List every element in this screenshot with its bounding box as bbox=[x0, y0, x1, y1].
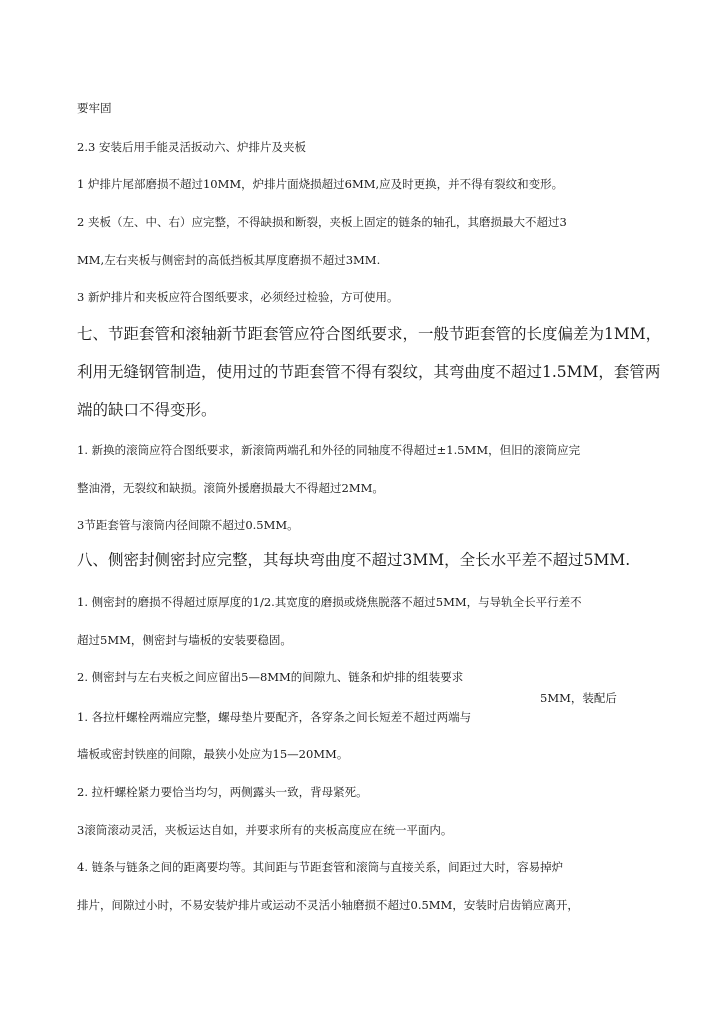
section-label: 八、侧密封侧密封应完整，其每块弯曲度不超过3MM，全长水平差不超过5MM. bbox=[77, 551, 631, 569]
text-fragment: 5MM，装配后 bbox=[540, 691, 617, 705]
section-heading-line: 七、节距套管和滚轴新节距套管应符合图纸要求，一般节距套管的长度偏差为1MM， bbox=[77, 325, 662, 343]
text-line: MM,左右夹板与侧密封的高低挡板其厚度磨损不超过3MM. bbox=[77, 253, 381, 267]
section-heading-line: 利用无缝钢管制造，使用过的节距套管不得有裂纹，其弯曲度不超过1.5MM，套管两 bbox=[77, 363, 661, 381]
text-line: 2.3 安装后用手能灵活扳动六、炉排片及夹板 bbox=[77, 140, 306, 154]
text-line: 1. 各拉杆螺栓两端应完整，螺母垫片要配齐，各穿条之间长短差不超过两端与 bbox=[77, 710, 472, 724]
text-line: 2 夹板（左、中、右）应完整，不得缺损和断裂，夹板上固定的链条的轴孔，其磨损最大不超过3 bbox=[77, 215, 567, 229]
text-line: 墙板或密封铁座的间隙，最狭小处应为15—20MM。 bbox=[77, 747, 349, 761]
text-line: 2. 侧密封与左右夹板之间应留出5—8MM的间隙九、链条和炉排的组装要求 bbox=[77, 670, 464, 684]
text-line: 1 炉排片尾部磨损不超过10MM，炉排片面烧损超过6MM,应及时更换，并不得有裂纹和变形。 bbox=[77, 177, 564, 191]
text-line: 1. 新换的滚筒应符合图纸要求，新滚筒两端孔和外径的同轴度不得超过±1.5MM，但旧的滚筒应完 bbox=[77, 443, 581, 457]
text-line: 3节距套管与滚筒内径间隙不超过0.5MM。 bbox=[77, 518, 299, 532]
text-line: 1. 侧密封的磨损不得超过原厚度的1/2.其宽度的磨损或烧焦脱落不超过5MM，与导轨全长平行差不 bbox=[77, 595, 582, 609]
section-heading-line bbox=[77, 552, 637, 569]
text-line: 3滚筒滚动灵活，夹板运达自如，并要求所有的夹板高度应在统一平面内。 bbox=[77, 823, 453, 837]
section-heading-line: 端的缺口不得变形。 bbox=[77, 401, 217, 419]
text-line: 超过5MM，侧密封与墙板的安装要稳固。 bbox=[77, 633, 292, 647]
text-line: 4. 链条与链条之间的距离要均等。其间距与节距套管和滚筒与直接关系，间距过大时，容易掉炉 bbox=[77, 860, 564, 874]
text-line: 要牢固 bbox=[77, 101, 112, 115]
text-line: 2. 拉杆螺栓紧力要恰当均匀，两侧露头一致，背母紧死。 bbox=[77, 785, 368, 799]
text-line: 排片，间隙过小时，不易安装炉排片或运动不灵活小轴磨损不超过0.5MM，安装时启齿销应离开， bbox=[77, 898, 579, 912]
text-line: 3 新炉排片和夹板应符合图纸要求，必须经过检验，方可使用。 bbox=[77, 290, 399, 304]
text-line: 整油滑，无裂纹和缺损。滚筒外援磨损最大不得超过2MM。 bbox=[77, 481, 384, 495]
